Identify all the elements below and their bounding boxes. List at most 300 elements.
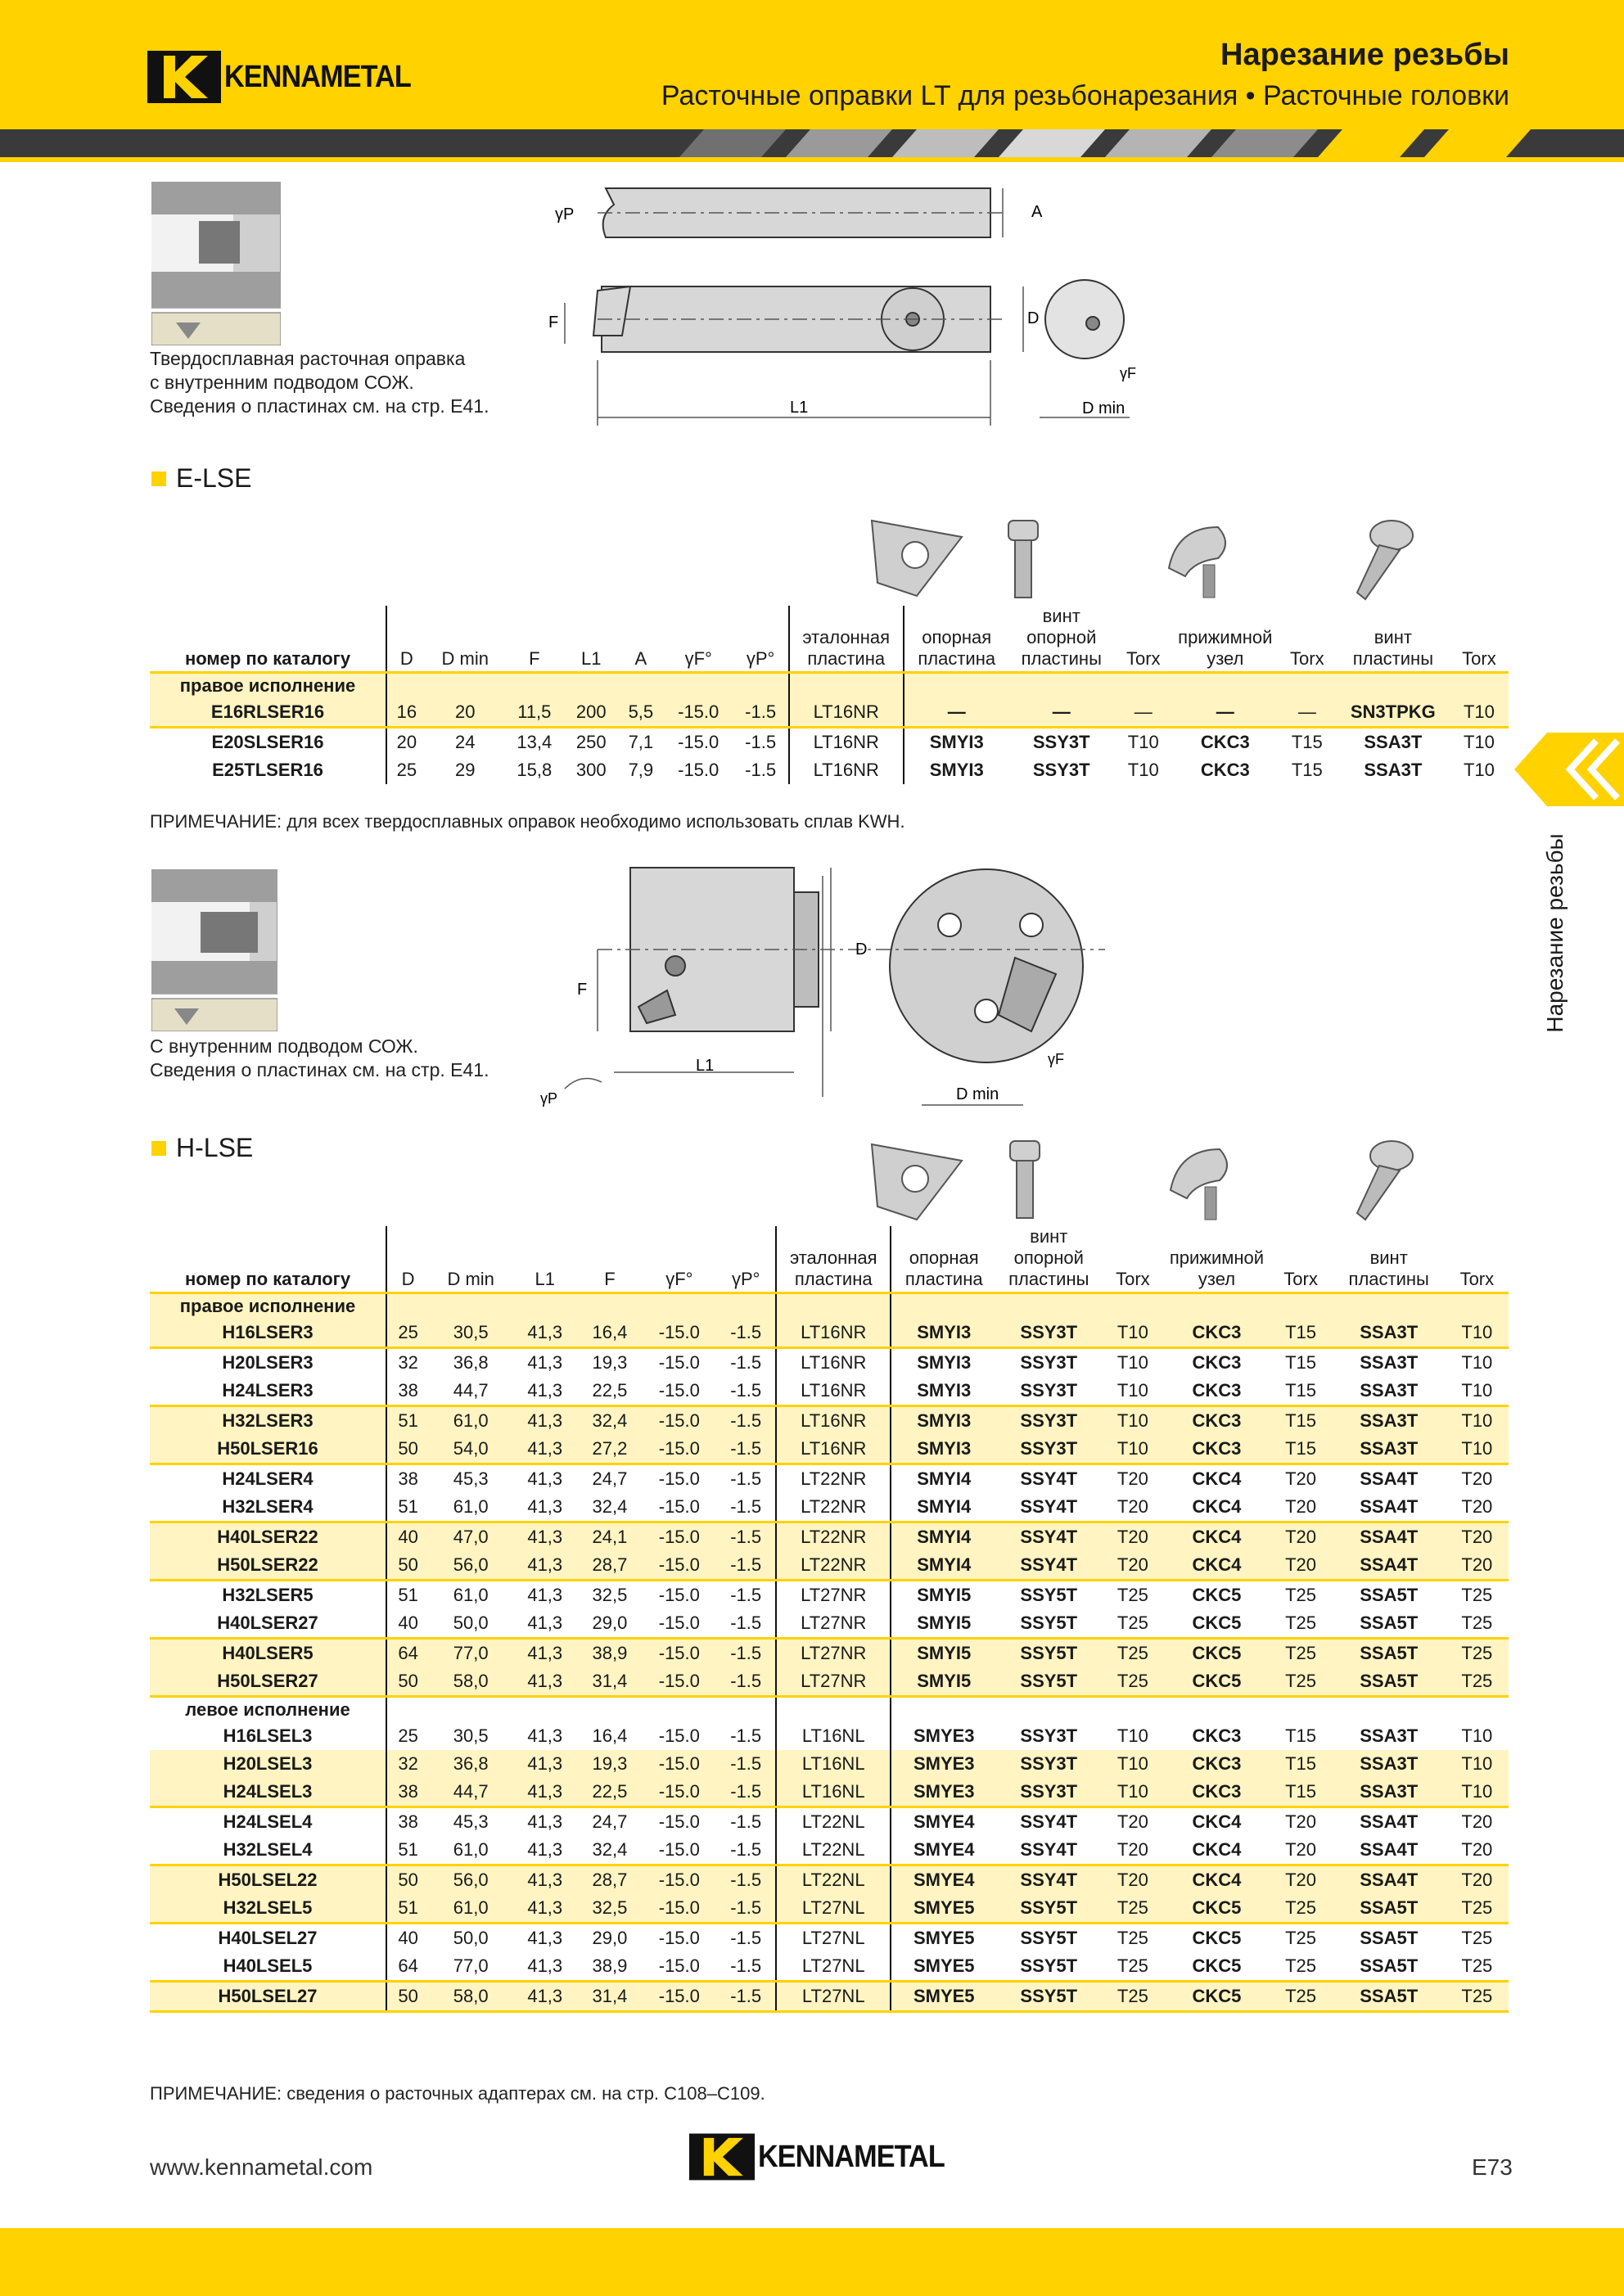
table-cell: SMYI3 [929, 732, 984, 752]
table-cell: -1.5 [716, 1435, 776, 1464]
table-cell: -15.0 [643, 1522, 717, 1552]
table-cell: CKC5 [1164, 1894, 1269, 1924]
table-cell: -15.0 [643, 1319, 717, 1348]
catalog-number-cell: H40LSER27 [150, 1609, 386, 1639]
col-header: Torx [1269, 1226, 1332, 1293]
table-cell: 19,3 [577, 1750, 642, 1778]
catalog-number-cell: H40LSER5 [150, 1639, 386, 1668]
empty-cell [789, 673, 904, 699]
table-row [150, 1894, 1509, 1924]
table-cell: 38 [386, 1377, 429, 1406]
table-cell: 31,4 [577, 1667, 642, 1697]
col-header: Torx [1450, 606, 1509, 673]
table-cell: T10 [1446, 1319, 1509, 1348]
catalog-number-cell: E25TLSER16 [150, 756, 386, 784]
col-header: Torx [1446, 1226, 1509, 1293]
table-cell: T25 [1101, 1667, 1164, 1697]
table-cell: LT22NL [776, 1865, 891, 1895]
table-cell: T25 [1269, 1894, 1332, 1924]
table-cell: SSY5T [1020, 1585, 1078, 1605]
table-cell: SMYI3 [917, 1352, 972, 1373]
group-label: левое исполнение [150, 1697, 386, 1723]
table-cell: CKC3 [1164, 1377, 1269, 1406]
table-cell: 15,8 [517, 760, 553, 780]
table-row [150, 1493, 1509, 1522]
table-cell: 41,3 [527, 1928, 563, 1948]
table-cell: 28,7 [577, 1551, 642, 1581]
empty-cell [664, 673, 733, 699]
table-cell: 41,3 [527, 1585, 563, 1605]
table-cell: LT27NL [776, 1982, 891, 2012]
table-cell: -15.0 [664, 698, 733, 728]
footer-website-link[interactable]: www.kennametal.com [150, 2154, 373, 2180]
catalog-number-cell: H20LSEL3 [150, 1750, 386, 1778]
table-cell: SSA4T [1333, 1551, 1446, 1581]
table-cell: -15.0 [643, 1865, 717, 1895]
table-cell: T20 [1285, 1811, 1317, 1832]
empty-cell [776, 1697, 891, 1723]
dim-label-d: D [1027, 309, 1040, 327]
table-cell: T10 [1127, 732, 1159, 752]
table-cell: T10 [1446, 1406, 1509, 1436]
table-cell: SSA4T [1333, 1522, 1446, 1552]
table-cell: LT16NR [776, 1377, 891, 1406]
table-cell: 41,3 [512, 1609, 577, 1639]
table-cell: -1.5 [716, 1464, 776, 1494]
table-cell: SSY5T [996, 1982, 1101, 2012]
brand-wordmark: KENNAMETAL [758, 2139, 945, 2174]
table-cell: -15.0 [658, 1928, 700, 1948]
boring-head-application-thumbnail [151, 869, 277, 1031]
table-cell: LT22NL [776, 1807, 891, 1837]
table-cell: SMYE5 [891, 1952, 996, 1982]
table-row [150, 1778, 1509, 1807]
table-cell: SMYE4 [913, 1811, 975, 1832]
table-cell: T25 [1446, 1667, 1509, 1697]
table-cell: 7,9 [628, 760, 654, 780]
table-cell: SSA3T [1333, 1778, 1446, 1807]
table-cell: LT27NR [776, 1639, 891, 1668]
table-cell: SMYE5 [891, 1982, 996, 2012]
table-cell: T25 [1461, 1585, 1493, 1605]
table-cell: 16 [386, 698, 426, 728]
table-cell: SMYI4 [891, 1522, 996, 1552]
catalog-number-cell: H24LSEL3 [150, 1778, 386, 1807]
empty-cell [1164, 1697, 1269, 1723]
table-cell: T20 [1269, 1522, 1332, 1552]
table-cell: T15 [1269, 1750, 1332, 1778]
table-cell: -15.0 [658, 1352, 700, 1373]
table-cell: -15.0 [643, 1778, 717, 1807]
empty-cell [891, 1293, 996, 1319]
table-cell: 77,0 [429, 1639, 512, 1668]
table-cell: SMYI3 [891, 1377, 996, 1406]
table-cell: T25 [1116, 1585, 1148, 1605]
empty-cell [1114, 673, 1173, 699]
table-cell: -1.5 [716, 1551, 776, 1581]
empty-cell [426, 673, 504, 699]
col-header: прижимной узел [1173, 606, 1278, 673]
table-row [150, 1348, 1509, 1378]
table-cell: — [1009, 698, 1114, 728]
table-cell: SSA5T [1333, 1982, 1446, 2012]
dim-label-f: F [577, 981, 588, 999]
caption-line: Сведения о пластинах см. на стр. E41. [150, 395, 489, 417]
table-cell: 50,0 [453, 1928, 489, 1948]
table-cell: 50 [386, 1982, 429, 2012]
table-cell: T25 [1446, 1639, 1509, 1668]
table-cell: T20 [1101, 1522, 1164, 1552]
table-cell: 24,1 [577, 1522, 642, 1552]
header-stripe [0, 129, 1624, 162]
col-header: номер по каталогу [150, 1226, 386, 1293]
table-cell: 50 [386, 1667, 429, 1697]
table-cell: SSY3T [996, 1750, 1101, 1778]
boring-head-drawing [532, 843, 1154, 1121]
table-cell: SSA5T [1333, 1894, 1446, 1924]
col-header: γF° [643, 1226, 717, 1293]
table-cell: SMYI4 [917, 1468, 972, 1489]
caption-line: Сведения о пластинах см. на стр. E41. [150, 1059, 489, 1080]
e-lse-table-body [150, 673, 1509, 785]
col-header: винт опорной пластины [1009, 606, 1114, 673]
table-cell: — [1278, 698, 1337, 728]
dim-label-gp: γP [540, 1090, 558, 1107]
catalog-number-cell: H24LSER4 [150, 1464, 386, 1494]
table-cell: CKC3 [1200, 732, 1250, 752]
section-title-e-lse [151, 463, 251, 494]
table-cell: 41,3 [527, 1725, 563, 1746]
empty-cell [577, 1293, 642, 1319]
table-cell: T25 [1446, 1609, 1509, 1639]
table-cell: T25 [1269, 1667, 1332, 1697]
table-cell: LT27NL [776, 1952, 891, 1982]
empty-cell [1269, 1697, 1332, 1723]
table-cell: T10 [1461, 1725, 1493, 1746]
table-cell: 22,5 [577, 1377, 642, 1406]
caption-line: С внутренним подводом СОЖ. [150, 1035, 418, 1057]
table-row [150, 756, 1509, 784]
empty-cell [1269, 1293, 1332, 1319]
table-cell: 41,3 [512, 1667, 577, 1697]
table-cell: -15.0 [643, 1639, 717, 1668]
table-cell: 41,3 [512, 1551, 577, 1581]
table-cell: T20 [1461, 1468, 1493, 1489]
table-cell: 38 [386, 1778, 429, 1807]
table-cell: T15 [1291, 760, 1323, 780]
table-row [150, 1982, 1509, 2012]
page-subtitle: Расточные оправки LT для резьбонарезания • Расточные головки [661, 80, 1509, 111]
table-cell: SSA5T [1333, 1609, 1446, 1639]
table-cell: T20 [1269, 1493, 1332, 1522]
empty-cell [1446, 1697, 1509, 1723]
table-cell: -1.5 [733, 756, 788, 784]
table-cell: 13,4 [517, 732, 553, 752]
col-header: F [577, 1226, 642, 1293]
empty-cell [1333, 1293, 1446, 1319]
table-cell: 32,4 [577, 1406, 642, 1436]
catalog-number-cell: H32LSER4 [150, 1493, 386, 1522]
col-header: винт опорной пластины [996, 1226, 1101, 1293]
table-cell: -1.5 [716, 1750, 776, 1778]
empty-cell [1164, 1293, 1269, 1319]
table-cell: T20 [1269, 1836, 1332, 1865]
table-cell: SSA5T [1333, 1952, 1446, 1982]
table-cell: SSA3T [1333, 1406, 1446, 1436]
catalog-number-cell: H50LSEL22 [150, 1865, 386, 1895]
table-cell: CKC5 [1164, 1609, 1269, 1639]
table-cell: T25 [1101, 1894, 1164, 1924]
table-row [150, 1924, 1509, 1953]
table-cell: SSY4T [996, 1551, 1101, 1581]
table-cell: SSY3T [1032, 760, 1090, 780]
group-label: правое исполнение [150, 1293, 386, 1319]
table-cell: CKC3 [1164, 1435, 1269, 1464]
table-cell: 54,0 [429, 1435, 512, 1464]
table-cell: SSA3T [1360, 1352, 1419, 1373]
col-header: винт пластины [1333, 1226, 1446, 1293]
table-cell: — [904, 698, 1009, 728]
table-row [150, 1836, 1509, 1865]
col-header: Torx [1278, 606, 1337, 673]
table-cell: SSY4T [996, 1522, 1101, 1552]
table-cell: 250 [575, 732, 607, 752]
table-cell: SMYE5 [913, 1928, 975, 1948]
table-header-row [150, 606, 1509, 673]
table-cell: 45,3 [453, 1811, 489, 1832]
table-cell: 51 [386, 1406, 429, 1436]
table-cell: T10 [1450, 698, 1509, 728]
table-cell: 61,0 [429, 1836, 512, 1865]
table-cell: -1.5 [716, 1319, 776, 1348]
table-cell: SSA5T [1333, 1667, 1446, 1697]
table-cell: SSY4T [996, 1836, 1101, 1865]
catalog-number-cell: H16LSEL3 [150, 1722, 386, 1750]
table-cell: T15 [1269, 1377, 1332, 1406]
table-cell: 7,1 [628, 732, 654, 752]
table-cell: T25 [1101, 1609, 1164, 1639]
table-cell: LT27NR [776, 1609, 891, 1639]
table-cell: 24 [455, 732, 476, 752]
section-tab-label [1531, 835, 1580, 1031]
table-cell: 29 [455, 760, 476, 780]
table-cell: CKC5 [1164, 1982, 1269, 2012]
table-cell: T15 [1285, 1352, 1317, 1373]
table-cell: LT27NR [776, 1667, 891, 1697]
empty-cell [386, 673, 426, 699]
table-cell: -15.0 [678, 732, 720, 752]
table-row [150, 1522, 1509, 1552]
page-number: E73 [1472, 2154, 1513, 2180]
table-cell: SSY3T [1032, 732, 1090, 752]
table-cell: -1.5 [716, 1348, 776, 1378]
catalog-number-cell: H32LSEL4 [150, 1836, 386, 1865]
col-header: эталонная пластина [776, 1226, 891, 1293]
catalog-number-cell: H20LSER3 [150, 1348, 386, 1378]
col-header: D min [426, 606, 504, 673]
col-header: F [504, 606, 565, 673]
table-cell: -15.0 [643, 1435, 717, 1464]
table-cell: SMYI5 [917, 1585, 972, 1605]
table-cell: T10 [1446, 1750, 1509, 1778]
table-cell: T10 [1446, 1377, 1509, 1406]
table-cell: T25 [1285, 1585, 1317, 1605]
table-cell: 41,3 [512, 1406, 577, 1436]
table-cell: T20 [1446, 1493, 1509, 1522]
table-cell: SMYE4 [891, 1836, 996, 1865]
dim-label-a: A [1031, 203, 1043, 221]
table-cell: -1.5 [716, 1406, 776, 1436]
table-cell: 31,4 [577, 1982, 642, 2012]
empty-cell [577, 1697, 642, 1723]
table-header-row [150, 1226, 1509, 1293]
table-cell: -15.0 [658, 1468, 700, 1489]
table-cell: -15.0 [658, 1725, 700, 1746]
table-subheader-row [150, 1293, 1509, 1319]
catalog-number-cell: H24LSER3 [150, 1377, 386, 1406]
table-cell: 300 [575, 760, 607, 780]
table-row [150, 1667, 1509, 1697]
table-cell: SSY5T [996, 1609, 1101, 1639]
table-cell: CKC5 [1164, 1952, 1269, 1982]
table-cell: SSA3T [1360, 1725, 1419, 1746]
table-cell: 64 [386, 1952, 429, 1982]
section-tab-chevron-icon [1514, 733, 1624, 806]
table-cell: 56,0 [429, 1865, 512, 1895]
col-header: эталонная пластина [789, 606, 904, 673]
table-cell: SSY3T [1020, 1725, 1078, 1746]
table-cell: LT16NR [789, 698, 904, 728]
table-cell: T20 [1269, 1865, 1332, 1895]
table-cell: CKC5 [1164, 1667, 1269, 1697]
table-cell: SSA3T [1364, 760, 1423, 780]
table-cell: T25 [1285, 1928, 1317, 1948]
table-cell: -15.0 [643, 1493, 717, 1522]
table-cell: T25 [1101, 1639, 1164, 1668]
table-cell: CKC4 [1164, 1493, 1269, 1522]
table-cell: 28,7 [577, 1865, 642, 1895]
table-cell: 41,3 [512, 1522, 577, 1552]
table-cell: CKC4 [1192, 1811, 1242, 1832]
table-cell: T10 [1446, 1778, 1509, 1807]
empty-cell [1337, 673, 1450, 699]
shim-screw-icon [1008, 1139, 1041, 1221]
table-cell: 38,9 [577, 1952, 642, 1982]
clamp-assembly-icon [1161, 519, 1234, 601]
kennametal-k-icon [689, 2133, 755, 2181]
table-cell: CKC3 [1164, 1406, 1269, 1436]
table-cell: 41,3 [527, 1468, 563, 1489]
table-cell: SSY5T [996, 1952, 1101, 1982]
table-cell: 51 [398, 1585, 418, 1605]
table-subheader-row [150, 1697, 1509, 1723]
table-cell: — [1173, 698, 1278, 728]
catalog-number-cell: H50LSER22 [150, 1551, 386, 1581]
table-cell: 58,0 [429, 1982, 512, 2012]
side-tab-text: Нарезание резьбы [1542, 833, 1568, 1033]
table-row [150, 1750, 1509, 1778]
table-cell: T10 [1101, 1778, 1164, 1807]
table-cell: 41,3 [512, 1894, 577, 1924]
table-cell: LT16NR [776, 1435, 891, 1464]
table-cell: T15 [1269, 1435, 1332, 1464]
empty-cell [716, 1697, 776, 1723]
table-cell: — [1114, 698, 1173, 728]
table-cell: SSA3T [1333, 1435, 1446, 1464]
table-cell: SMYI5 [891, 1609, 996, 1639]
table-row [150, 1377, 1509, 1406]
table-cell: 200 [565, 698, 618, 728]
table-cell: SSY5T [996, 1894, 1101, 1924]
empty-cell [1333, 1697, 1446, 1723]
table-row [150, 1722, 1509, 1750]
table-cell: 32 [398, 1352, 418, 1373]
table-cell: 38 [398, 1811, 418, 1832]
e-lse-table [150, 606, 1509, 784]
table-cell: T15 [1269, 1319, 1332, 1348]
col-header: γP° [733, 606, 788, 673]
dim-label-f: F [548, 314, 559, 332]
table-cell: 36,8 [429, 1750, 512, 1778]
table-cell: SSA4T [1360, 1811, 1419, 1832]
table-cell: -1.5 [716, 1522, 776, 1552]
table-cell: SSA4T [1360, 1468, 1419, 1489]
table-cell: T25 [1446, 1982, 1509, 2012]
table-cell: T10 [1461, 1352, 1493, 1373]
table-cell: CKC5 [1192, 1585, 1242, 1605]
table-cell: -1.5 [716, 1581, 776, 1610]
table-cell: LT22NR [776, 1522, 891, 1552]
empty-cell [1446, 1293, 1509, 1319]
table-row [150, 1319, 1509, 1348]
table-cell: 77,0 [429, 1952, 512, 1982]
catalog-number-cell: H32LSER3 [150, 1406, 386, 1436]
table-row [150, 1581, 1509, 1610]
col-header: прижимной узел [1164, 1226, 1269, 1293]
table-row [150, 1464, 1509, 1494]
table-cell: 20 [396, 732, 417, 752]
table-cell: CKC4 [1164, 1551, 1269, 1581]
table-cell: 44,7 [429, 1778, 512, 1807]
table-cell: -1.5 [716, 1667, 776, 1697]
table-cell: 29,0 [577, 1609, 642, 1639]
table-cell: 11,5 [504, 698, 565, 728]
table-cell: -15.0 [643, 1952, 717, 1982]
table-cell: 36,8 [453, 1352, 489, 1373]
table-cell: CKC3 [1164, 1778, 1269, 1807]
table-cell: -1.5 [716, 1865, 776, 1895]
table-cell: SN3TPKG [1337, 698, 1450, 728]
table-cell: T25 [1101, 1952, 1164, 1982]
table-cell: T25 [1269, 1952, 1332, 1982]
table-cell: 40 [386, 1522, 429, 1552]
catalog-number-cell: H40LSEL27 [150, 1924, 386, 1953]
table-cell: T20 [1446, 1551, 1509, 1581]
table-cell: SMYE5 [891, 1894, 996, 1924]
col-header: A [618, 606, 664, 673]
table-cell: SMYI4 [891, 1551, 996, 1581]
table-cell: T10 [1101, 1377, 1164, 1406]
table-cell: LT16NL [776, 1722, 891, 1750]
table-cell: T20 [1101, 1865, 1164, 1895]
dim-label-gf: γF [1048, 1051, 1064, 1067]
table-cell: SMYI3 [891, 1319, 996, 1348]
empty-cell [512, 1293, 577, 1319]
table-cell: -1.5 [716, 1894, 776, 1924]
table-cell: SSA4T [1333, 1493, 1446, 1522]
table-cell: SMYI5 [891, 1667, 996, 1697]
table-cell: 41,3 [512, 1778, 577, 1807]
